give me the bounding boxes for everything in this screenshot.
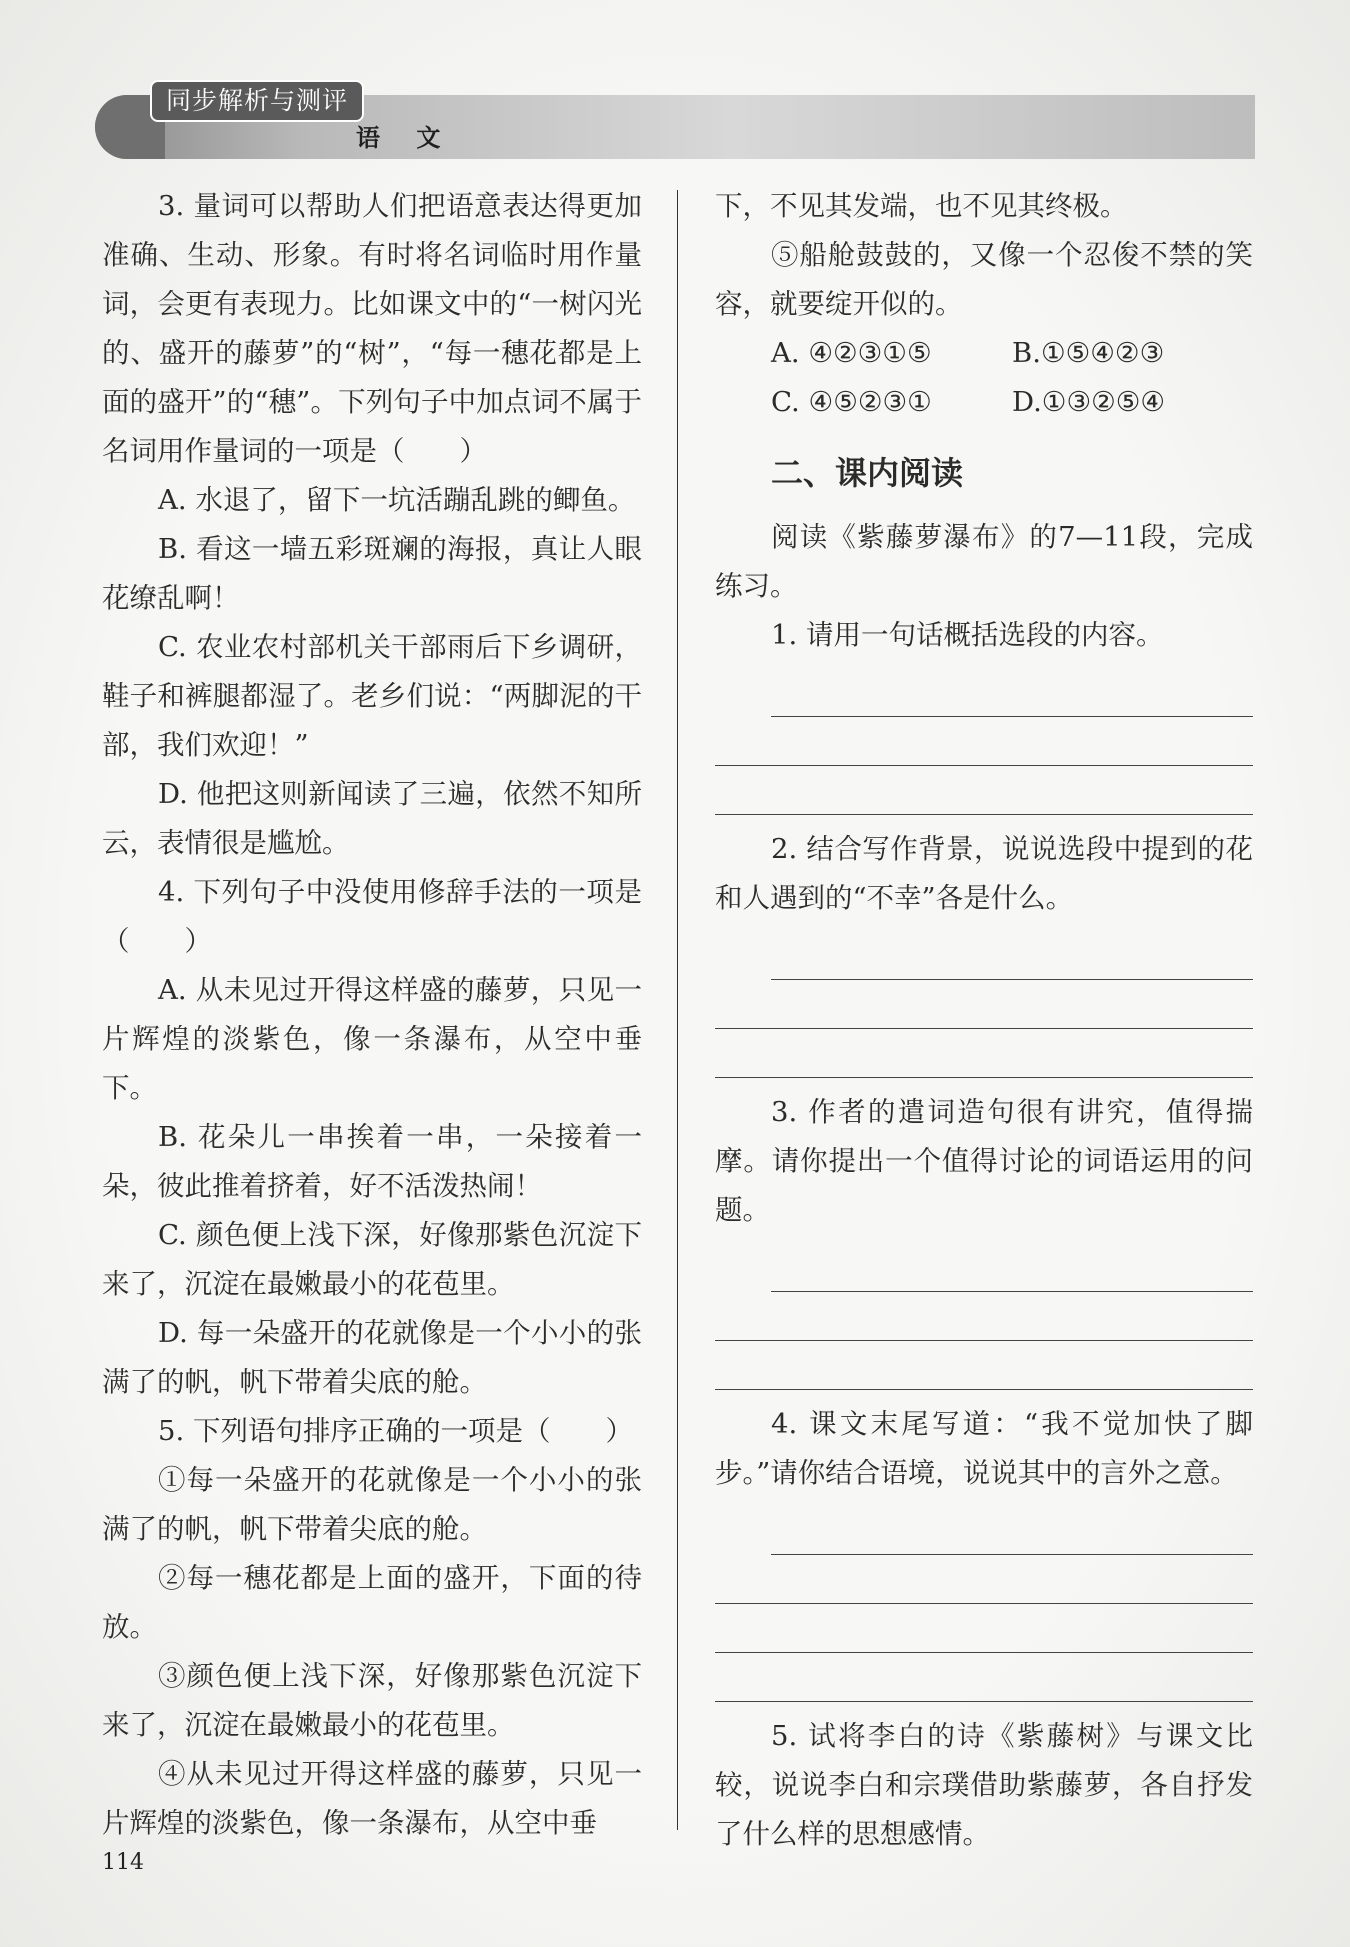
question-5-sentence-4: ④从未见过开得这样盛的藤萝，只见一片辉煌的淡紫色，像一条瀑布，从空中垂 [102,1758,642,1839]
answer-line[interactable] [771,668,1253,717]
reading-question-1: 1. 请用一句话概括选段的内容。 [771,619,1164,651]
answer-line[interactable] [715,1653,1253,1702]
reading-instruction: 阅读《紫藤萝瀑布》的7—11段，完成练习。 [715,521,1253,602]
answer-line[interactable] [715,980,1253,1029]
question-5-sentence-3: ③颜色便上浅下深，好像那紫色沉淀下来了，沉淀在最嫩最小的花苞里。 [102,1660,642,1741]
answer-line[interactable] [715,766,1253,815]
answer-lines-2 [715,931,1253,1078]
question-3-stem: 3. 量词可以帮助人们把语意表达得更加准确、生动、形象。有时将名词临时用作量词，会更有表现力。比如课文中的“一树闪光的、盛开的藤萝”的“树”，“每一穗花都是上面的盛开”的“穗”。下列句子中加点词不属于名词用作量词的一项是（ ） [102,190,642,467]
answer-line[interactable] [771,931,1253,980]
question-5-stem: 5. 下列语句排序正确的一项是（ ） [158,1415,633,1447]
answer-lines-3 [715,1243,1253,1390]
reading-question-5: 5. 试将李白的诗《紫藤树》与课文比较，说说李白和宗璞借助紫藤萝，各自抒发了什么样的思想感情。 [715,1720,1253,1850]
question-4-option-d: D. 每一朵盛开的花就像是一个小小的张满了的帆，帆下带着尖底的舱。 [102,1317,642,1398]
reading-question-4: 4. 课文末尾写道：“我不觉加快了脚步。”请你结合语境，说说其中的言外之意。 [715,1408,1253,1489]
answer-line[interactable] [715,1029,1253,1078]
section-title: 二、课内阅读 [771,454,964,492]
question-5-choices-row-2 [715,378,1253,427]
question-5-choice-c: C. ④⑤②③① [771,386,932,418]
question-5-choices-row-1 [715,329,1253,378]
answer-line[interactable] [715,1341,1253,1390]
subject-label: 语 文 [356,124,455,152]
question-4-option-c: C. 颜色便上浅下深，好像那紫色沉淀下来了，沉淀在最嫩最小的花苞里。 [102,1219,642,1300]
question-4-option-a: A. 从未见过开得这样盛的藤萝，只见一片辉煌的淡紫色，像一条瀑布，从空中垂下。 [102,974,642,1104]
column-divider [677,190,678,1830]
question-5-choice-d: D.①③②⑤④ [1012,386,1166,418]
answer-lines-4 [715,1506,1253,1702]
page-number: 114 [102,1850,144,1875]
question-5-choice-a: A. ④②③①⑤ [771,337,932,369]
book-title: 同步解析与测评 [150,80,364,122]
answer-line[interactable] [771,1243,1253,1292]
question-3-option-d: D. 他把这则新闻读了三遍，依然不知所云，表情很是尴尬。 [102,778,642,859]
answer-line[interactable] [715,1604,1253,1653]
question-4-stem: 4. 下列句子中没使用修辞手法的一项是（ ） [102,876,642,957]
reading-question-2: 2. 结合写作背景，说说选段中提到的花和人遇到的“不幸”各是什么。 [715,833,1253,914]
answer-line[interactable] [715,1555,1253,1604]
question-5-sentence-5: ⑤船舱鼓鼓的，又像一个忍俊不禁的笑容，就要绽开似的。 [715,239,1253,320]
question-3-option-a: A. 水退了，留下一坑活蹦乱跳的鲫鱼。 [158,484,636,516]
answer-line[interactable] [715,717,1253,766]
answer-line[interactable] [715,1292,1253,1341]
question-5-sentence-1: ①每一朵盛开的花就像是一个小小的张满了的帆，帆下带着尖底的舱。 [102,1464,642,1545]
right-column [715,182,1253,1859]
question-5-sentence-2: ②每一穗花都是上面的盛开，下面的待放。 [102,1562,642,1643]
answer-lines-1 [715,668,1253,815]
question-5-sentence-4-continued: 下，不见其发端，也不见其终极。 [715,190,1128,222]
question-4-option-b: B. 花朵儿一串挨着一串，一朵接着一朵，彼此推着挤着，好不活泼热闹！ [102,1121,642,1202]
question-3-option-c: C. 农业农村部机关干部雨后下乡调研，鞋子和裤腿都湿了。老乡们说：“两脚泥的干部，我们欢迎！” [102,631,642,761]
question-5-choice-b: B.①⑤④②③ [1012,337,1165,369]
left-column [102,182,642,1848]
reading-question-3: 3. 作者的遣词造句很有讲究，值得揣摩。请你提出一个值得讨论的词语运用的问题。 [715,1096,1253,1226]
question-3-option-b: B. 看这一墙五彩斑斓的海报，真让人眼花缭乱啊！ [102,533,642,614]
answer-line[interactable] [771,1506,1253,1555]
